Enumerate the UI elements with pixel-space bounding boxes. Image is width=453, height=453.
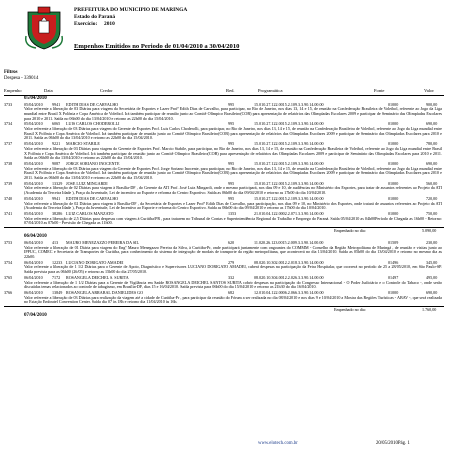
date-group-heading: 07/04/2010 [24, 313, 47, 319]
filters-block [4, 70, 38, 82]
entry-summary-line [4, 212, 444, 217]
municipality-name: PREFEITURA DO MUNICIPIO DE MARINGA [74, 7, 188, 13]
entry-description: Valor referente a liberação de 1 1/2 Diárias para o Gerente de Apoio, Diagnóstico e Supervisores LUCIANO DORIGATO AMADEI, cuberá despesas na participação da Feira Hospitalar, que ocorrerá no período de 25 a 28/05/2010, em São Paulo-SP. Saída prevista para as 06h00 (26/05) e retorno as 15h00 do dia 27/05/2010. [24, 264, 442, 274]
entry-number: 3765 [4, 274, 13, 280]
entry-fonte: 01000 [388, 101, 399, 107]
entry-creditor-name: LUIS CARLOS CHODEROLLI [66, 121, 120, 127]
entry-programatica: 15.010.27.122.0015.2.109.3.3.90.14.00.00 [254, 160, 324, 166]
entry-description: Valor referente a liberação de 03 Diárias para viagem da Secretária de Esportes e Lazer Profª Edith Dias de Carvalho, para participar, no Rio de Janeiro, nos dias 13, 14 e 15, de reunião na Confederação Brasileira de Voleibol, referente ao Jogo da Liga mundial entre Brasil X Polônia e Copa América de Voleibol. Irá também participar de reunião junto ao Comitê Olímpico Brasileiro(COB) para apresentação de relatórios das Olimpíadas Escolares 2009 e participar de Seminário das Olimpíadas Escolares para 2010 e 2011. Saída no 06h00 do dia 13/04/2010 e retorno as 22h00 do dia 15/04/2010. [24, 106, 442, 121]
entry-number: 3734 [4, 121, 13, 127]
entry-summary-line [4, 261, 444, 266]
entry-fonte: 01000 [388, 195, 399, 201]
entry-red: 995 [228, 101, 235, 107]
entry-creditor-name: MAURO MENEZAZZO PEREIRA DA SIL [66, 239, 140, 245]
entry-value: 230,00 [426, 239, 438, 245]
entry-creditor-name: ROSANGELA DEICHEL S. SURITA [66, 274, 129, 280]
entry-creditor-code: 9941 [52, 195, 61, 201]
entry-fonte: 01497 [388, 274, 399, 280]
report-title: Empenhos Emitidos no Periodo de 01/04/2010 a 30/04/2010 [74, 43, 240, 50]
column-programatica: Programática [258, 88, 283, 93]
entry-date: 05/04/2010 [24, 211, 43, 216]
entry-creditor-name: JOSE LUIZ MINGARDI [66, 180, 108, 186]
entry-date: 05/04/2010 [24, 160, 43, 166]
entry-value: 690,00 [426, 160, 438, 166]
report-body [4, 96, 444, 320]
entry-description: Valor referente a liberação de 1 1/2 Diárias para a Gerente de Vigilância em Saúde ROSANGELA DEICHEL SANTOS SURITA cobrir despesas na participação do Congresso Internacional - O Poder Judiciário e o Controle do Tabaco -, onde serão discutidas temas relacionados ao controle de tabagismo, em Brasília-DF, dias 15 e 16/04/2010. Saída prevista para 06h00 do dia 15/04/2010 e retorno as 21h30 do dia 16/04/2010. [24, 279, 442, 290]
entry-number: 3754 [4, 259, 13, 265]
fiscal-year-value: 2010 [104, 21, 115, 28]
entry-creditor-code: 9941 [52, 101, 61, 107]
entry-programatica: 15.010.27.122.0015.2.109.3.3.90.14.00.00 [254, 121, 324, 127]
entry-description: Valor referente a liberação de 01 Diária para viagem do Engº Mauro Menegazzo Pereira da Silva, à Curitiba-Pr, onde participará juntamente com ongoantes do COMMM - Conselho da Região Metropolitana de Maringá , de reunião e visitas junto ao IPPUC, COMEC e Secretaria de Transportes de Curitiba, para conhecimento do sistema de integração de modais de transporte da região metropolitana, que acontecerá no dia 13/04/2010. Saída as 05h00 do dia 13/04/2010 e retorno no mesmo dia as 22h00. [24, 244, 442, 259]
entry-programatica: 08.020.10.304.0012.2.026.3.3.90.14.00.00 [254, 274, 324, 280]
empenho-entry [4, 291, 444, 305]
entry-date: 05/04/2010 [24, 195, 43, 201]
entry-creditor-code: 9221 [52, 141, 61, 147]
header-text [74, 7, 187, 29]
entry-programatica: 15.010.27.122.0015.2.109.3.3.90.14.00.00 [254, 195, 324, 201]
entry-value: 900,00 [426, 101, 438, 107]
entry-programatica: 15.010.27.122.0015.2.109.3.3.90.14.00.00 [254, 180, 324, 186]
entry-red: 1353 [228, 211, 237, 216]
entry-fonte: 01000 [388, 141, 399, 147]
entry-creditor-name: LUCIANO DORIGATO AMADEI [66, 259, 124, 265]
date-group-heading: 05/04/2010 [24, 96, 47, 101]
entry-number: 3753 [4, 239, 13, 245]
entry-summary-line [4, 142, 444, 147]
column-fonte: Fonte [374, 88, 385, 93]
entry-creditor-name: EDITH DIAS DE CARVALHO [66, 195, 119, 201]
entry-creditor-code: 6065 [52, 121, 61, 127]
empenho-entry [4, 142, 444, 161]
entry-number: 3733 [4, 101, 13, 107]
entry-creditor-name: LUIZ CARLOS MANZATO [66, 211, 114, 216]
entry-red: 620 [228, 239, 235, 245]
entry-red: 995 [228, 121, 235, 127]
entry-description: Valor referente a liberação de 2,5 Diárias para despesas com viagem à Curitiba/PR , para tratarem no Tribunal de Contas e Superintendência Regional do Trabalho e Emprego do Paraná. Saída 05/04/2010 as 04h00Período de Chegada as 16h00 - Retorno: 07/04/2010 as 07h00 - Previsão de Chegada as 11h00. [24, 215, 442, 226]
entry-fonte: 01000 [388, 211, 399, 216]
entry-programatica: 15.010.27.122.0015.2.109.3.3.90.14.00.00 [254, 141, 324, 147]
entry-fonte: 01000 [388, 160, 399, 166]
entry-creditor-name: ROSANGELA ARRABAL DANIELIDES GO [66, 289, 144, 295]
empenho-entry [4, 103, 444, 122]
entry-number: 3739 [4, 180, 13, 186]
column-red: Red. [226, 88, 235, 93]
day-total-label: Empenhado no dia: [334, 306, 366, 312]
entry-creditor-code: 9087 [52, 160, 61, 166]
entry-programatica: 15.010.27.122.0015.2.109.3.3.90.14.00.00 [254, 101, 324, 107]
entry-value: 720,00 [426, 195, 438, 201]
footer-page-info: 20/05/2010Pág. 1 [376, 441, 410, 446]
empenho-entry [4, 162, 444, 181]
entry-date: 06/04/2010 [24, 289, 43, 295]
day-total-row [4, 227, 444, 234]
day-total-label: Empenhado no dia: [334, 227, 366, 233]
empenho-entry [4, 197, 444, 211]
entry-number: 3740 [4, 195, 13, 201]
entry-number: 3741 [4, 211, 13, 216]
empenho-entry [4, 261, 444, 275]
entry-description: Valor referente a liberação de 03 Diárias para viagem do Gerente de Esportes Prof. Luis Carlos Choderolli, para participar, no Rio de Janeiro, nos dias 13, 14 e 15, de reunião na Confederação Brasileira de Voleibol, referente ao Jogo da Liga mundial entre Brasil X Polônia e Copa América de Voleibol. Irá também participar de reunião junto ao Comitê Olímpico Brasileiro(COB) para apresentação de relatórios das Olimpíadas Escolares 2009 e participar de Seminário das Olimpíadas Escolares para 2010 e 2011. Saída as 06h00 do dia 13/04/2010 e retorno as 22h00 do dia 15/04/2010. [24, 126, 442, 141]
footer-site-link[interactable]: www.elotech.com.br [258, 441, 298, 446]
entry-date: 05/04/2010 [24, 121, 43, 127]
entry-fonte: 01000 [388, 289, 399, 295]
entry-value: 560,00 [426, 180, 438, 186]
entry-red: 995 [228, 195, 235, 201]
entry-number: 3737 [4, 141, 13, 147]
entry-red: 682 [228, 289, 235, 295]
entry-creditor-name: JORGE SORIANO INOCENTE [66, 160, 120, 166]
entry-description: Valor referente a liberação de 02 Diárias para viagem à Brasília-DF , do Gerente da ATI Prof. José Luiz Mingardi, onde o mesmo participará, nos dias 09 e 10, de audiências no Ministério dos Esportes, para tratar de assuntos referentes ao Projeto da ATI (Academia da Terceira Idade ), Praça da Juventude, Lei de incentivo ao Esporte e reforma do Centro Esportivo. Saída as 06h00 do dia 09/04/2010 e retorno as 17h00 do dia 10/04/2010. [24, 185, 442, 196]
column-data: Data [44, 88, 53, 93]
column-header-row [4, 88, 444, 96]
entry-description: Valor referente a liberação de 03 Diárias para viagem do Gerente de Esportes Prof. Jorge Soriano Inocente, para participar, no Rio de Janeiro, nos dias 13, 14 e 15, de reunião na Confederação Brasileira de Voleibol, referente ao Jogo da Liga mundial entre Brasil X Polônia e Copa América de Voleibol. Irá também participar de reunião junto ao Comitê Olímpico Brasileiro(COB) para apresentação de relatórios das Olimpíadas Escolares 2009 e participar de Seminário das Olimpíadas Escolares para 2010 e 2011. Saída as 06h00 do dia 13/04/2010 e retorno as 22h00 do dia 15/04/2010. [24, 165, 442, 180]
entry-red: 995 [228, 141, 235, 147]
entry-date: 05/04/2010 [24, 101, 43, 107]
entry-date: 05/04/2010 [24, 141, 43, 147]
entry-red: 332 [228, 274, 235, 280]
entry-summary-line [4, 162, 444, 167]
entry-fonte: 01509 [388, 239, 399, 245]
filters-value: Despesa - 339014 [4, 76, 39, 81]
entry-value: 345,00 [426, 259, 438, 265]
entry-programatica: 08.020.10.302.0012.2.018.3.3.90.14.00.00 [254, 259, 324, 265]
entry-value: 690,00 [426, 289, 438, 295]
entry-description: Valor referente a liberação de 03 Diárias para realização da viagem até a cidade de Curitiba-Pr , para participar da reunião do Fórum a ser realizada no dia 08/04/2010 e nos dias 9 e 10/04/2010 a Mostra das Regiões Turísticas - ABAV -, que será realizada no Estação Embratel Convention Center. Saída dia 07 às 18h e retorno dia 11/04/2010 às 16h. [24, 294, 442, 305]
entry-date: 05/04/2010 [24, 180, 43, 186]
entry-summary-line [4, 103, 444, 108]
empenho-entry [4, 241, 444, 260]
empenho-entry [4, 212, 444, 226]
date-group-heading: 06/04/2010 [24, 234, 47, 240]
day-total-value: 5.090,00 [422, 227, 437, 233]
entry-red: 279 [228, 259, 235, 265]
entry-creditor-code: 13849 [52, 289, 63, 295]
municipal-crest-icon [24, 6, 64, 50]
entry-date: 06/04/2010 [24, 259, 43, 265]
column-valor: Valor [424, 88, 434, 93]
entry-date: 06/04/2010 [24, 274, 43, 280]
state-name: Estado do Paraná [74, 14, 116, 21]
filters-label: Filtros [4, 70, 18, 75]
report-header [24, 6, 434, 58]
entry-creditor-code: 413 [52, 239, 59, 245]
entry-programatica: 11.020.26.123.0015.2.009.3.3.90.14.00.00 [254, 239, 324, 245]
entry-creditor-name: MARCIO STABILE [66, 141, 100, 147]
entry-summary-line [4, 122, 444, 127]
entry-value: 690,00 [426, 121, 438, 127]
entry-programatica: 21.010.04.122.0002.2.071.3.3.90.14.00.00 [254, 211, 324, 216]
entry-description: Valor referente a liberação de 03 Diárias para viagem do Gerente de Esportes Prof. Marcio Stabile, para participar, no Rio de Janeiro, nos dias 13, 14 e 15, de reunião na Confederação Brasileira de Voleibol, referente ao Jogo da Liga mundial entre Brasil X Polônia e Copa América de Voleibol. Irá também participar de reunião junto ao Comitê Olímpico Brasileiro(COB) para apresentação de relatórios das Olimpíadas Escolares 2009 e participar de Seminário das Olimpíadas Escolares para 2010 e 2011. Saída as 06h00 do dia 13/04/2010 e retorno as 22h00 do dia 15/04/2010. [24, 145, 442, 161]
entry-number: 3766 [4, 289, 13, 295]
entry-date: 06/04/2010 [24, 239, 43, 245]
entry-fonte: 01496 [388, 259, 399, 265]
entry-fonte: 01000 [388, 180, 399, 186]
entry-red: 995 [228, 160, 235, 166]
entry-description: Valor referente a liberação de 02 Diárias para viagem à Brasília-DF , da Secretária de Esportes e Lazer Profª Edith Dias de Carvalho, para participação, nos dias 09 e 10, no Ministério dos Esportes, onde tratará de assuntos referentes ao Projeto da ATI (Academia da Terceira Idade ), Praça da Juventude, Lei de Incentivo ao Esporte e reforma do Centro Esportivo. Saída as 06h00 do dia 09/04/2010 e retorno as 17h00 do dia 10/04/2010. [24, 200, 442, 211]
entry-creditor-name: EDITH DIAS DE CARVALHO [66, 101, 119, 107]
entry-fonte: 01000 [388, 121, 399, 127]
entry-creditor-code: 13329 [52, 180, 63, 186]
entry-summary-line [4, 276, 444, 281]
fiscal-year [74, 21, 187, 28]
fiscal-year-label: Exercício: [74, 21, 98, 28]
entry-value: 780,00 [426, 141, 438, 147]
entry-programatica: 12.010.04.122.0006.2.066.3.3.90.14.00.00 [254, 289, 324, 295]
entry-number: 3738 [4, 160, 13, 166]
entry-summary-line [4, 241, 444, 246]
entry-summary-line [4, 291, 444, 296]
day-total-value: 1.760,00 [422, 306, 437, 312]
empenho-entry [4, 276, 444, 290]
empenho-entry [4, 122, 444, 141]
entry-summary-line [4, 182, 444, 187]
entry-creditor-code: 38286 [52, 211, 63, 216]
entry-red: 995 [228, 180, 235, 186]
empenho-entry [4, 182, 444, 196]
entry-summary-line [4, 197, 444, 202]
entry-value: 750,00 [426, 211, 438, 216]
day-total-row [4, 306, 444, 313]
entry-value: 495,00 [426, 274, 438, 280]
column-credor: Credor [100, 88, 113, 93]
entry-creditor-code: 7172 [52, 274, 61, 280]
column-empenho: Empenho [4, 88, 22, 93]
entry-creditor-code: 12233 [52, 259, 63, 265]
